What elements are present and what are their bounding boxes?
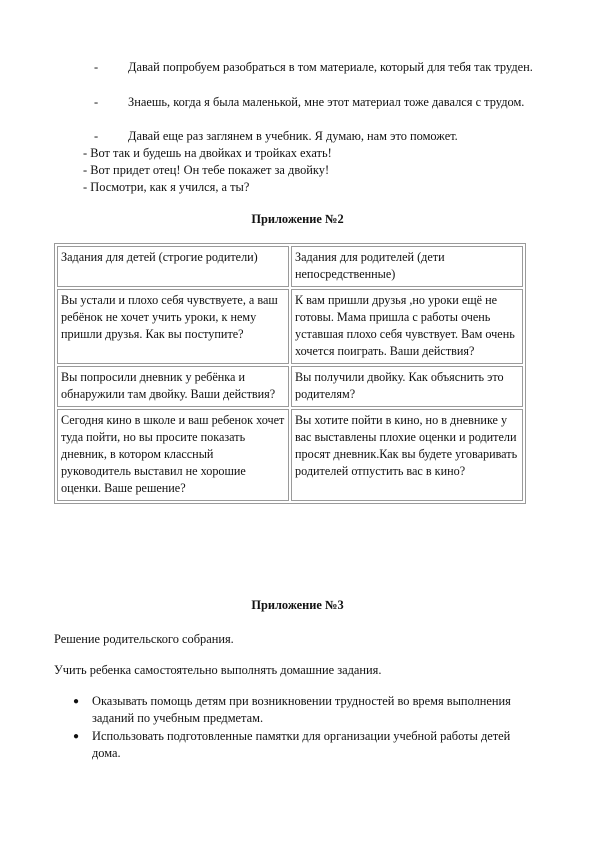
dialogue-line: Давай еще раз заглянем в учебник. Я думаю, нам это поможет. [128, 129, 458, 143]
decision-title: Решение родительского собрания. [54, 632, 234, 646]
table-cell: К вам пришли друзья ,но уроки ещё не готовы. Мама пришла с работы очень уставшая плохо себя чувствует. Вам очень хочется поиграть. Ваши действия? [291, 289, 523, 364]
dash-marker: - [83, 180, 88, 194]
appendix-3-title: Приложение №3 [251, 598, 344, 612]
dash-marker: - [94, 60, 99, 74]
list-item [83, 145, 332, 162]
table-cell: Сегодня кино в школе и ваш ребенок хочет туда пойти, но вы просите показать дневник, в котором классный руководитель выставил не хорошие оценки. Ваше решение? [57, 409, 289, 501]
decision-line: Учить ребенка самостоятельно выполнять домашние задания. [54, 663, 382, 677]
table-cell: Вы получили двойку. Как объяснить это родителям? [291, 366, 523, 407]
list-item [83, 179, 249, 196]
dash-marker: - [83, 163, 88, 177]
appendix-2-title: Приложение №2 [251, 212, 344, 226]
table-row [57, 409, 523, 501]
header-cell-parents: Задания для родителей (дети непосредственные) [291, 246, 523, 287]
bullet-icon: ● [73, 696, 80, 707]
table-header-row [57, 246, 523, 287]
bullet-icon: ● [73, 731, 80, 742]
dialogue-line: Вот придет отец! Он тебе покажет за двойку! [90, 163, 330, 177]
bullet-text: Оказывать помощь детям при возникновении трудностей во время выполнения заданий по учебным предметам. [92, 694, 511, 725]
tasks-table [54, 243, 526, 504]
table-row [57, 289, 523, 364]
dash-marker: - [94, 129, 99, 143]
dialogue-line: Вот так и будешь на двойках и тройках ехать! [90, 146, 332, 160]
dialogue-line: Знаешь, когда я была маленькой, мне этот материал тоже давался с трудом. [128, 95, 525, 109]
dash-marker: - [83, 146, 88, 160]
table-cell: Вы хотите пойти в кино, но в дневнике у вас выставлены плохие оценки и родители просят дневник.Как вы будете уговаривать родителей отпустить вас в кино? [291, 409, 523, 501]
header-cell-children: Задания для детей (строгие родители) [57, 246, 289, 287]
dialogue-line: Посмотри, как я учился, а ты? [90, 180, 250, 194]
dash-marker: - [94, 95, 99, 109]
table-cell: Вы устали и плохо себя чувствуете, а ваш ребёнок не хочет учить уроки, к нему пришли друзья. Как вы поступите? [57, 289, 289, 364]
bullet-text: Использовать подготовленные памятки для организации учебной работы детей дома. [92, 729, 511, 760]
list-item [83, 162, 329, 179]
table-row [57, 366, 523, 407]
table-cell: Вы попросили дневник у ребёнка и обнаружили там двойку. Ваши действия? [57, 366, 289, 407]
dialogue-line: Давай попробуем разобраться в том материале, который для тебя так труден. [128, 60, 533, 74]
